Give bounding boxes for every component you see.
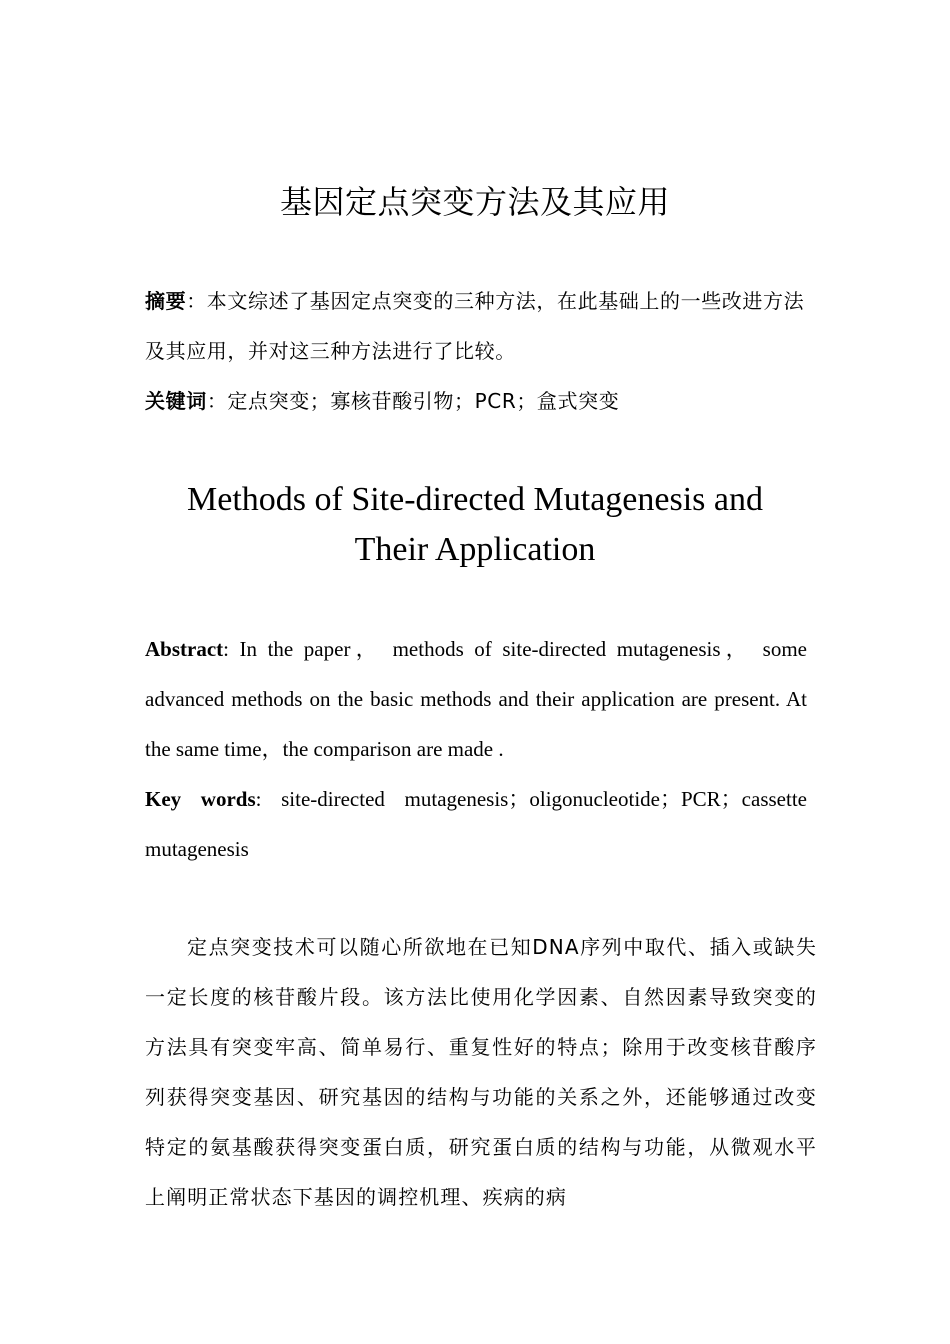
english-abstract bbox=[145, 624, 807, 774]
chinese-abstract-text: ：本文综述了基因定点突变的三种方法，在此基础上的一些改进方法及其应用，并对这三种方法进行了比较。 bbox=[145, 289, 805, 363]
chinese-keywords-text: ：定点突变；寡核苷酸引物；PCR；盒式突变 bbox=[206, 389, 620, 413]
english-title bbox=[0, 475, 950, 575]
chinese-abstract-label: 摘要 bbox=[145, 289, 187, 313]
english-title-line-2: Their Application bbox=[354, 531, 596, 568]
english-keywords bbox=[145, 774, 807, 874]
english-abstract-label: Abstract bbox=[145, 637, 224, 661]
chinese-title: 基因定点突变方法及其应用 bbox=[279, 183, 670, 221]
body-paragraph: 定点突变技术可以随心所欲地在已知DNA序列中取代、插入或缺失一定长度的核苷酸片段。该方法比使用化学因素、自然因素导致突变的方法具有突变牢高、简单易行、重复性好的特点；除用于改变核苷酸序列获得突变基因、研究基因的结构与功能的关系之外，还能够通过改变特定的氨基酸获得突变蛋白质，研究蛋白质的结构与功能，从微观水平上阐明正常状态下基因的调控机理、疾病的病 bbox=[145, 935, 817, 1209]
english-title-line-1: Methods of Site-directed Mutagenesis and bbox=[187, 481, 763, 518]
english-keywords-text: : site-directed mutagenesis；oligonucleotide；PCR；cassette mutagenesis bbox=[145, 787, 807, 861]
chinese-abstract bbox=[145, 276, 807, 376]
english-abstract-text: : In the paper， methods of site-directed mutagenesis， some advanced methods on the basic methods and their application are present. At the same time，the comparison are made . bbox=[145, 637, 807, 761]
english-keywords-label: Key words bbox=[145, 787, 256, 811]
chinese-keywords bbox=[145, 376, 807, 426]
chinese-keywords-label: 关键词 bbox=[145, 389, 207, 413]
